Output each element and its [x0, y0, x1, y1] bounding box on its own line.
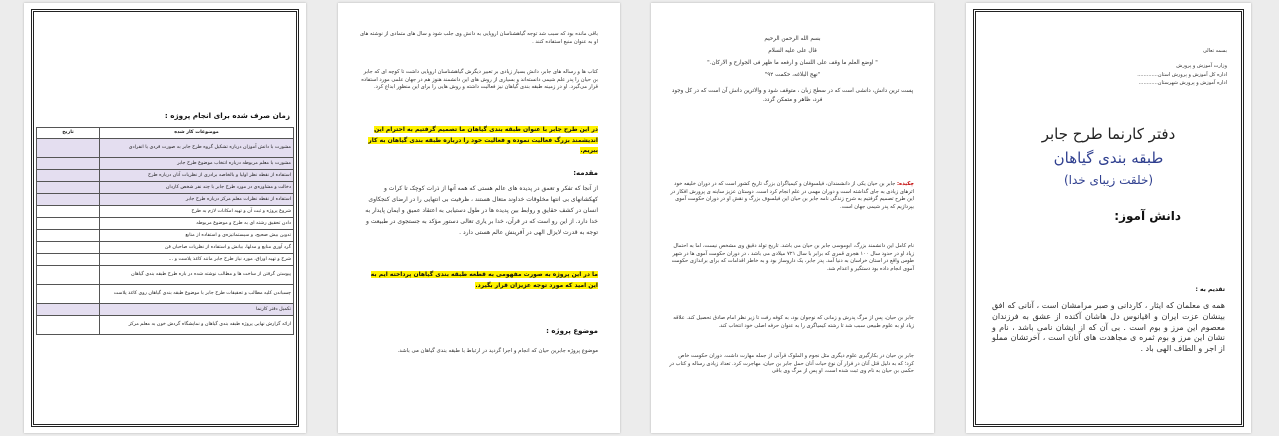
paragraph-top: باقی مانده بود که سبب شد توجه گیاهشناسان اروپایی به دانش وی جلب شود و سال های متمادی از نوشته های او به عنوان منبع استفاده کنند . — [360, 31, 598, 45]
biography-paragraph-1: نام کامل این دانشمند بزرگ، ابوموسی جابر بن حیان می باشد. تاریخ تولد دقیق وی مشخص نیست، اما به احتمال زیاد او در حدود سال ۱۰۰ هجری قمری که برابر با سال ۷۲۱ میلادی می باشد ، در دوران حکومت آموی ها در شهر طوس واقع در استان خراسان به دنیا آمد. پدر جابر، یک داروساز بود و به خاطر اقدامات که برای براندازی حکومت آموی انجام داده بود دستگیر و اعدام شد. — [671, 243, 914, 272]
hadith-source: "نهج البلاغه، حکمت ۹۲" — [764, 72, 821, 78]
table-row: گرد آوری منابع و مدلها، بیانش و استفاده از نظریات صاحبان فن — [37, 242, 294, 254]
table-row: تدوین بیش صحیح، و سیستماتیزه‌ی و استفاده از منابع — [37, 230, 294, 242]
quote-intro: قال علی علیه السلام — [768, 48, 817, 54]
table-row: شروع پروژه و ثبت آن و تهیه امکانات لازم به طرح — [37, 206, 294, 218]
table-row: ارائه گزارش نهایی پروژه طبقه بندی گیاهان و نمایشگاه گردش خون به معلم مرکز — [37, 316, 294, 335]
header-line: وزارت آموزش و پرورش — [1176, 62, 1227, 69]
abstract-text: جابر بن حیان یکی از دانشمندان، فیلسوفان و کیمیاگران بزرگ تاریخ کشور است که در دوران خلیفه خود اثرهای زیادی به جای گذاشته است و دوران مهمی در علم انجام کرد است. دوستان عزیز ساینه ی پرورش افکار در این طرح تصمیم گرفتیم به شرح زندگی نامه جابر بن حیان این فیلسوف بزرگ و نقش او در دوران حکومت آموی بپردازیم که پدر شیمی جهان است. — [670, 181, 914, 210]
page-abstract — [651, 3, 934, 433]
header-line: اداره کل آموزش و پرورش استان............. — [1137, 71, 1227, 78]
page-time-log — [24, 3, 306, 433]
highlighted-paragraph-2: ما در این پروژه به صورت مفهومی به قطعه طبقه بندی گیاهان پرداخته ایم به این امید که مورد توجه عزیزان قرار بگیرد. — [370, 271, 598, 289]
page-introduction — [338, 3, 620, 433]
dedication-text: همه ی معلمان که ایثار ، کاردانی و صبر مرامشان است ، آنانی که افق بینشان عزت ایران و اقیانوس دل هاشان آکنده از عشق به فرزندان معصوم این مرز و بوم است . بی آن که از ایشان نامی باشد ، نام و نشان این مرز و بوم ثمره ی مجاهدت های آنان است ، آخرتشان مملو از اجر و الطاف الهی باد . — [992, 301, 1225, 354]
dedication-heading: تقدیم به : — [1195, 286, 1225, 293]
header-activities: موضوعات کار شده — [100, 128, 294, 139]
table-row: شرح و تهیه اوراق، مورد نیاز طرح جابر مانند کاغذ پلاست و ... — [37, 254, 294, 266]
table-row: دادن تحقیق رشته ای به طرح و موضوع مربوطه — [37, 218, 294, 230]
student-label: دانش آموز: — [1114, 209, 1181, 223]
cover-title: دفتر کارنما طرح جابر — [1041, 125, 1176, 143]
cover-subtitle: طبقه بندی گیاهان — [1053, 149, 1164, 167]
table-row: پیوستن گرفتن از ساخت ها و مطالب نوشته شده در باره طرح طبقه بندی گیاهان — [37, 266, 294, 285]
paragraph-jaber: کتاب ها و رساله های جابر، دانش بسیار زیادی بر تعبیر دیگرش گیاهشناسان اروپایی داشت تا کوچه ای که جابر بن حیان را پدر علم شیمی دانسته‌اند و بسیاری از روش های این دانشمند هنوز هم در جهان علمی مورد استفاده قرار می‌گیرد. او در زمینه طبقه بندی گیاهان نیز فعالیت داشته و روش هایی را برای این منظور ابداع کرد. — [361, 69, 598, 91]
abstract-paragraph — [669, 181, 914, 211]
table-row: چسباندن کلیه مطالب و تحقیقات طرح جابر با موضوع طبقه بندی گیاهان روی کاغذ پلاست — [37, 285, 294, 304]
page-cover — [966, 3, 1251, 433]
hadith-arabic: " اوضع العلم ما وقف علی اللسان و ارفعه ما ظهر فی الجوارح و الارکان." — [707, 60, 878, 66]
biography-paragraph-2: جابر بن حیان، پس از مرگ پدرش و زمانی که نوجوان بود، به کوفه رفت تا زیر نظر امام صادق تحصیل کند. علاقه زیاد او به علوم طبیعی سبب شد تا رشته کیمیاگری را به عنوان حرفه اصلی خود انتخاب کند. — [673, 315, 914, 329]
subject-heading: موضوع پروژه : — [546, 327, 598, 335]
table-row: تکمیل دفتر کارنما — [37, 304, 294, 316]
time-table-title: زمان صرف شده برای انجام پروژه : — [164, 111, 290, 120]
biography-paragraph-3: جابر بن حیان در بکارگیری علوم دیگری مثل نجوم و الملوک قرآنی از جمله مهارت داشت. دوران حکومت خاص کرد؛ که به دلیل قتل آنان در فرار آن نوع حیات آنان حمل جابر بن حیان، مهاجرت کرد. تعداد زیادی رساله و کتاب در حکمی بن حیان به نام وی ثبت شده است، او پس از مرگ وی باقی — [669, 353, 914, 375]
bismillah: بسم الله الرحمن الرحیم — [764, 36, 821, 42]
cover-tagline: (خلقت زیبای خدا) — [1063, 173, 1154, 187]
table-row: دخالت و مشاوره‌ی در مورد طرح جابر با چند نفر شخص کاردان — [37, 182, 294, 194]
intro-paragraph: از آنجا که تفکر و تعمق در پدیده های عالم هستی که همه آنها از ذرات کوچک تا کرات و کهکشانهای بی انتها مخلوقات خداوند متعال هستند ، ظرفیت بی انتهایی را در ارضای کنجکاوی انسان در کشف حقایق و روابط بین پدیده ها در طول دستیابی به اعتقاد عمیق و ایمان پایدار به خدا دارد. از این رو است که در قرآن، خدا بر یاری تعالی دستور مؤکد به جستجوی در طبیعت و توجه به قدرت لایزال الهی در آفرینش عالم هستی دارد . — [365, 185, 598, 236]
cover-header — [1137, 47, 1227, 88]
time-table — [36, 127, 294, 335]
subject-paragraph: موضوع پروژه جابرین حیان که انجام و اجرا گردید در ارتباط با طبقه بندی گیاهان می باشد. — [397, 348, 598, 354]
table-row: استفاده از نقطه نظر اولیا و بالخاصه برادری از نظریات آنان درباره طرح — [37, 170, 294, 182]
table-row: مشورت با دانش آموزان درباره تشکیل گروه طرح جابر به صورت فردی یا انفرادی — [37, 139, 294, 158]
header-date: تاریخ — [37, 128, 100, 139]
header-line: بسمه تعالی — [1202, 48, 1227, 54]
table-row: مشورت با معلم مربوطه درباره انتخاب موضوع طرح جابر — [37, 158, 294, 170]
table-row: استفاده از نقطه نظرات معلم مرکز درباره طرح جابر — [37, 194, 294, 206]
intro-heading: مقدمه: — [573, 169, 598, 177]
header-line: اداره آموزش و پرورش شهرستان............ — [1138, 80, 1227, 87]
hadith-translation: پست ترین دانش، دانشی است که در سطح زبان ، متوقف شود و والاترین دانش آن است که در کل وجود فرد، ظاهر و متمکن گردد. — [671, 88, 914, 103]
abstract-heading: چکیده: — [896, 181, 914, 187]
highlighted-paragraph: در این طرح جابر با عنوان طبقه بندی گیاهان ما تصمیم گرفتیم به احترام این اندیشمند بزرگ فعالیت نموده و فعالیت خود را درباره طبقه بندی گیاهان به کار ببریم. — [368, 126, 598, 155]
